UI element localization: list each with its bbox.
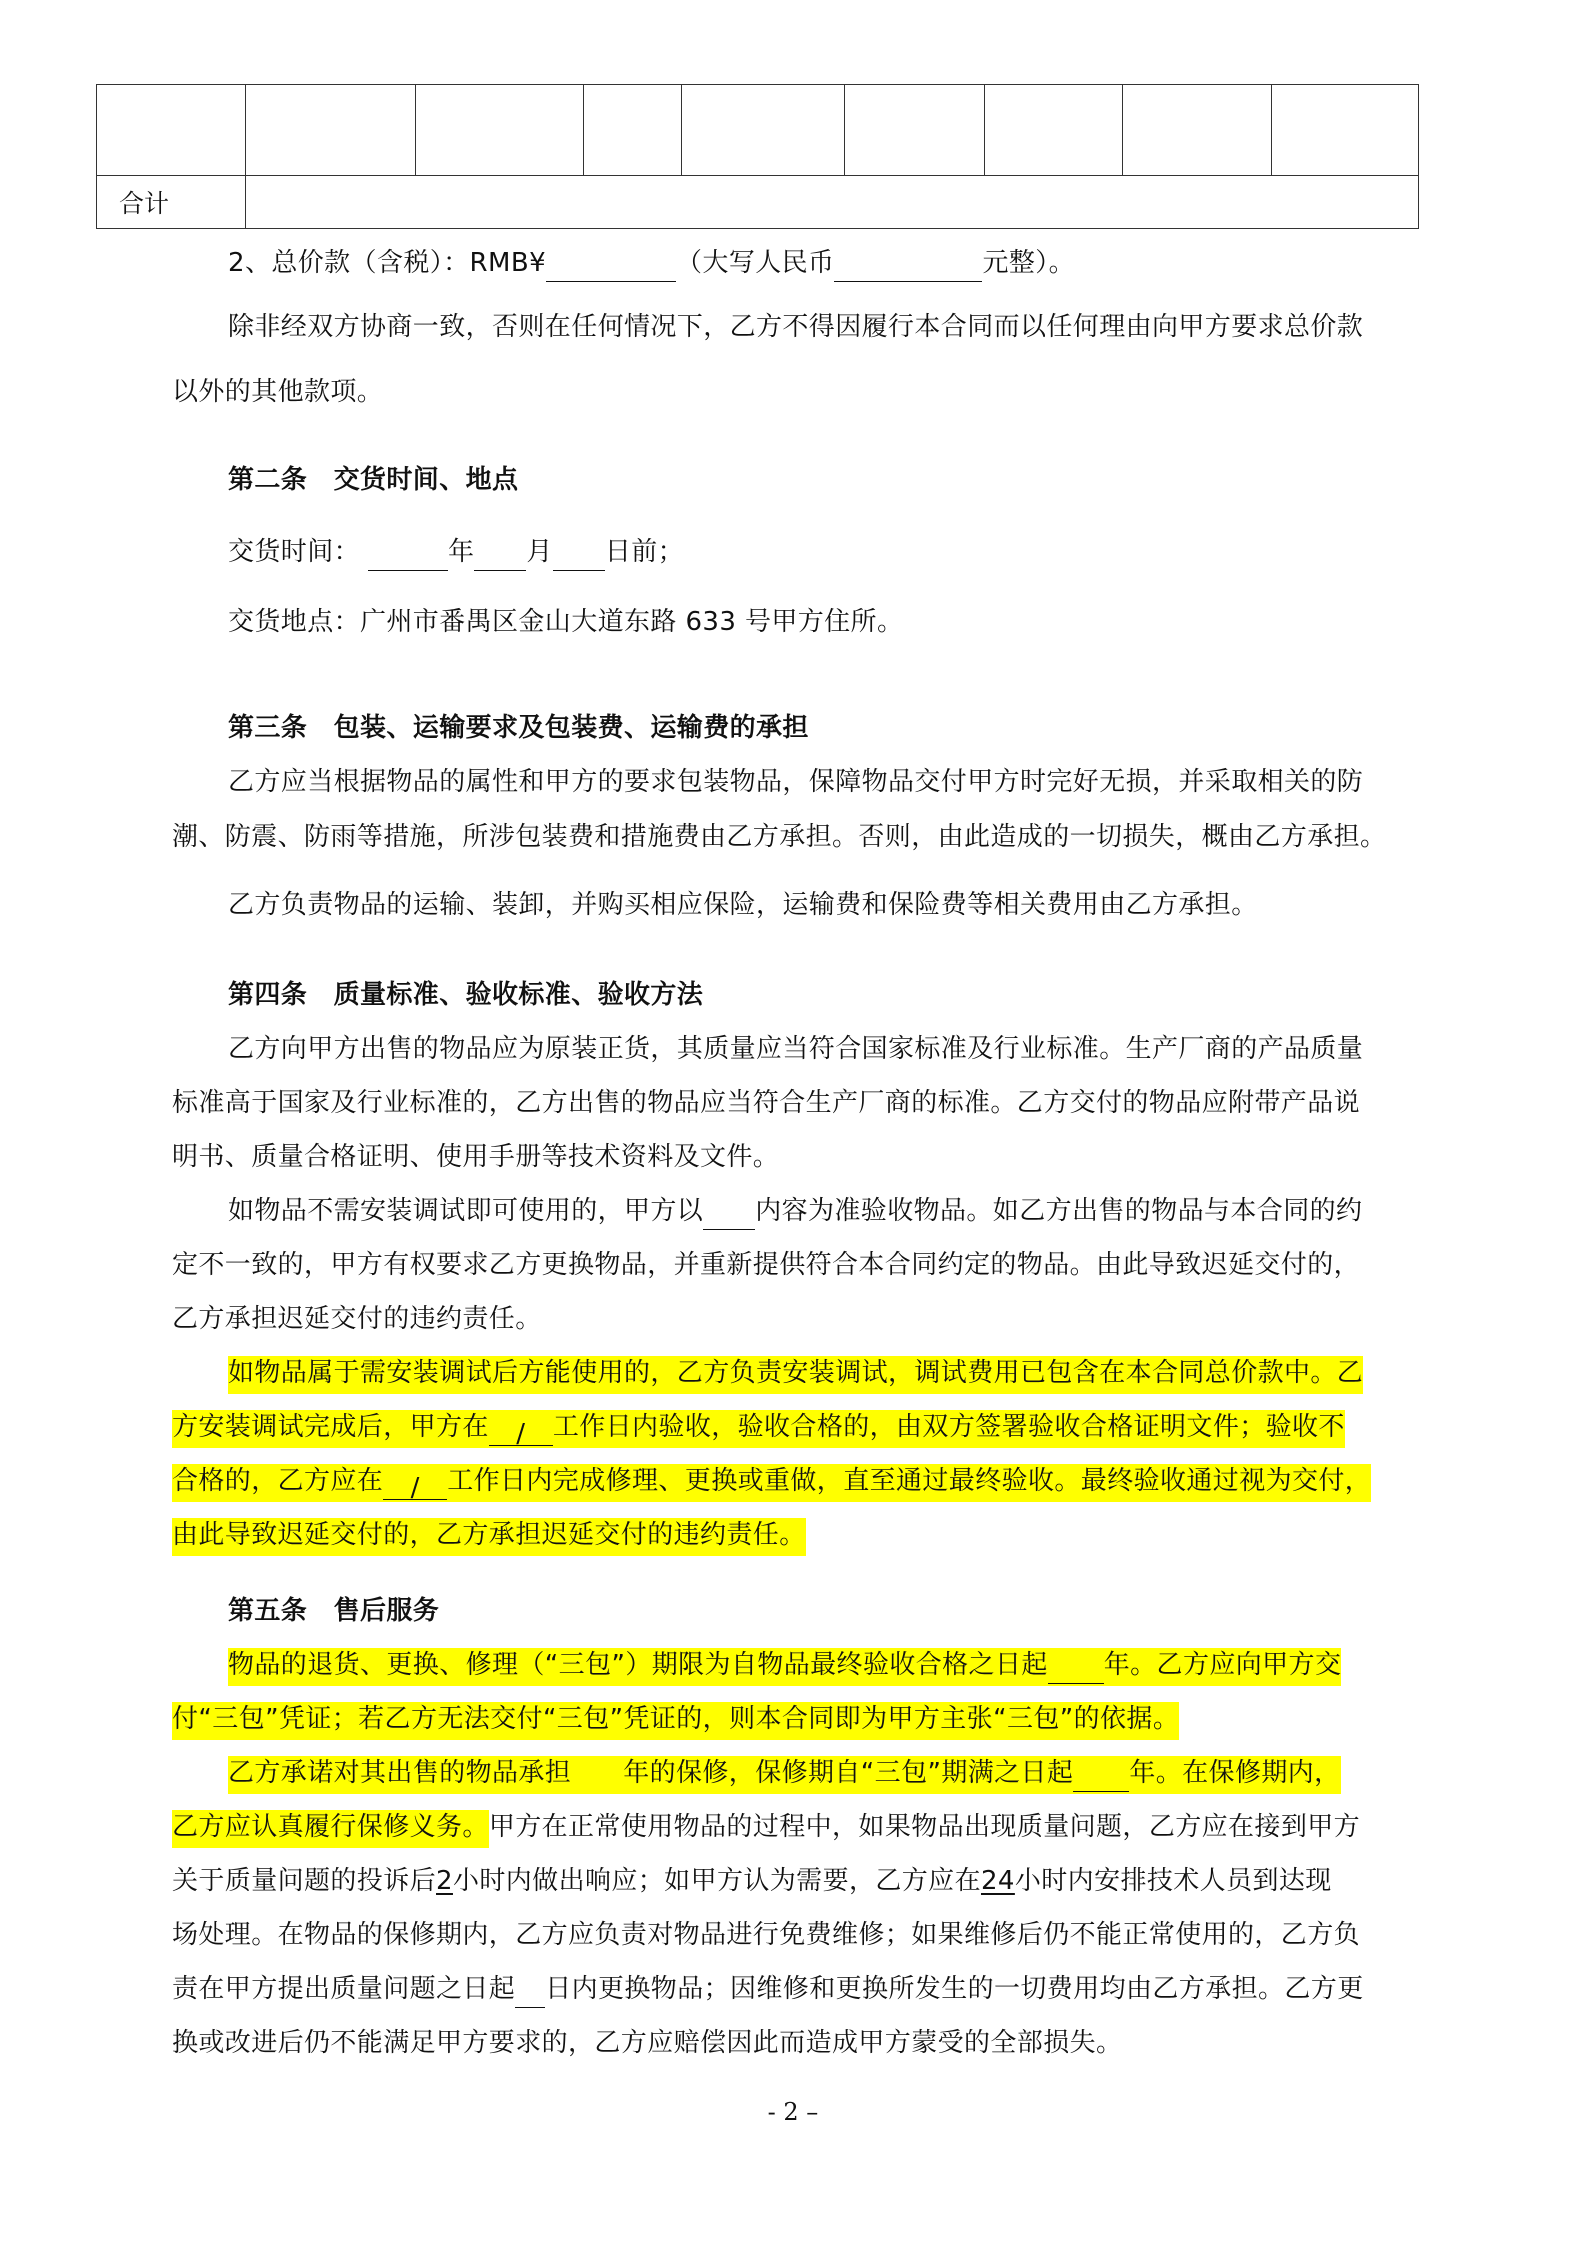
table-cell — [682, 85, 845, 176]
paragraph-line — [172, 1808, 1360, 1846]
paragraph-line: 乙方负责物品的运输、装卸，并购买相应保险，运输费和保险费等相关费用由乙方承担。 — [228, 890, 1258, 920]
page-number: - 2 – — [767, 2098, 819, 2126]
paragraph-line: 定不一致的，甲方有权要求乙方更换物品，并重新提供符合本合同约定的物品。由此导致迟延交付的， — [172, 1250, 1361, 1280]
highlighted-text — [172, 1410, 1345, 1448]
response-hours: 2 — [436, 1866, 453, 1896]
text: 2、总价款（含税）：RMB¥ — [228, 248, 547, 278]
blank-field — [546, 251, 676, 282]
paragraph-line-highlighted — [172, 1462, 1372, 1503]
blank-field — [834, 251, 982, 282]
text: 交货时间： — [228, 537, 361, 567]
text: 关于质量问题的投诉后 — [172, 1866, 437, 1896]
table-cell — [1123, 85, 1272, 176]
text: 年 — [448, 537, 475, 567]
items-table — [96, 84, 1419, 229]
paragraph-line-highlighted — [172, 1408, 1345, 1449]
paragraph-line — [228, 1192, 1362, 1230]
text: 年的保修，保修期自“三包”期满之日起 — [623, 1758, 1074, 1788]
text: 年。乙方应向甲方交 — [1103, 1650, 1342, 1680]
article-heading: 第三条 包装、运输要求及包装费、运输费的承担 — [228, 713, 809, 743]
text: 物品的退货、更换、修理（“三包”）期限为自物品最终验收合格之日起 — [228, 1650, 1048, 1680]
table-cell — [1272, 85, 1419, 176]
paragraph-line: 标准高于国家及行业标准的，乙方出售的物品应当符合生产厂商的标准。乙方交付的物品应附带产品说 — [172, 1088, 1361, 1118]
blank-field: / — [383, 1469, 447, 1500]
onsite-hours: 24 — [980, 1866, 1015, 1896]
paragraph-line: 除非经双方协商一致，否则在任何情况下，乙方不得因履行本合同而以任何理由向甲方要求总价款 — [228, 312, 1364, 342]
delivery-place-line: 交货地点：广州市番禺区金山大道东路 633 号甲方住所。 — [228, 607, 904, 637]
highlighted-text — [228, 1756, 1341, 1794]
text: 工作日内完成修理、更换或重做，直至通过最终验收。最终验收通过视为交付， — [447, 1466, 1372, 1496]
text: 小时内做出响应；如甲方认为需要，乙方应在 — [452, 1866, 981, 1896]
paragraph-line-highlighted — [172, 1700, 1179, 1738]
blank-field — [703, 1199, 755, 1230]
blank-field — [368, 540, 448, 571]
table-cell — [246, 85, 416, 176]
text: 合格的，乙方应在 — [172, 1466, 384, 1496]
highlighted-text: 如物品属于需安装调试后方能使用的，乙方负责安装调试，调试费用已包含在本合同总价款中。乙 — [228, 1356, 1363, 1394]
text: 甲方在正常使用物品的过程中，如果物品出现质量问题，乙方应在接到甲方 — [488, 1812, 1361, 1842]
text: 元整）。 — [982, 248, 1076, 278]
text: 如物品不需安装调试即可使用的，甲方以 — [228, 1196, 704, 1226]
article-heading: 第五条 售后服务 — [228, 1596, 440, 1626]
article-heading: 第四条 质量标准、验收标准、验收方法 — [228, 980, 704, 1010]
blank-field — [474, 540, 526, 571]
table-cell — [584, 85, 682, 176]
highlighted-text — [172, 1464, 1371, 1502]
total-price-line — [228, 244, 1075, 282]
text: 工作日内验收，验收合格的，由双方签署验收合格证明文件；验收不 — [552, 1412, 1345, 1442]
text: 月 — [526, 537, 553, 567]
text: 日前； — [604, 537, 685, 567]
article-heading: 第二条 交货时间、地点 — [228, 465, 519, 495]
text: 乙方承诺对其出售的物品承担 — [228, 1758, 572, 1788]
paragraph-line — [172, 1862, 1332, 1900]
paragraph-line: 明书、质量合格证明、使用手册等技术资料及文件。 — [172, 1142, 780, 1172]
text: 方安装调试完成后，甲方在 — [172, 1412, 489, 1442]
delivery-time-line — [228, 533, 684, 571]
table-row — [97, 85, 1419, 176]
blank-field — [553, 540, 605, 571]
text: （大写人民币 — [676, 248, 835, 278]
highlighted-text — [228, 1648, 1341, 1686]
table-cell — [97, 85, 246, 176]
paragraph-line-highlighted — [172, 1516, 806, 1554]
highlighted-text: 由此导致迟延交付的，乙方承担迟延交付的违约责任。 — [172, 1518, 806, 1556]
blank-field — [515, 1977, 545, 2008]
highlighted-text: 付“三包”凭证；若乙方无法交付“三包”凭证的，则本合同即为甲方主张“三包”的依据。 — [172, 1702, 1179, 1740]
paragraph-line: 乙方应当根据物品的属性和甲方的要求包装物品，保障物品交付甲方时完好无损，并采取相关的防 — [228, 767, 1364, 797]
text: 年。在保修期内， — [1129, 1758, 1341, 1788]
paragraph-line-highlighted — [228, 1754, 1341, 1792]
text: 责在甲方提出质量问题之日起 — [172, 1974, 516, 2004]
paragraph-line: 乙方承担迟延交付的违约责任。 — [172, 1304, 542, 1334]
total-value-cell — [246, 176, 1419, 229]
total-row — [97, 176, 1419, 229]
paragraph-line-highlighted — [228, 1646, 1341, 1684]
table-cell — [985, 85, 1123, 176]
table-cell — [416, 85, 584, 176]
blank-field — [1073, 1761, 1129, 1792]
text: 内容为准验收物品。如乙方出售的物品与本合同的约 — [755, 1196, 1363, 1226]
paragraph-line-highlighted — [228, 1354, 1363, 1392]
paragraph-line: 乙方向甲方出售的物品应为原装正货，其质量应当符合国家标准及行业标准。生产厂商的产品质量 — [228, 1034, 1364, 1064]
highlighted-text: 乙方应认真履行保修义务。 — [172, 1810, 489, 1848]
paragraph-line — [172, 1970, 1364, 2008]
text: 日内更换物品；因维修和更换所发生的一切费用均由乙方承担。乙方更 — [545, 1974, 1364, 2004]
paragraph-line: 场处理。在物品的保修期内，乙方应负责对物品进行免费维修；如果维修后仍不能正常使用的，乙方负 — [172, 1920, 1361, 1950]
blank-field: / — [489, 1415, 553, 1446]
table-cell — [845, 85, 985, 176]
text: 小时内安排技术人员到达现 — [1014, 1866, 1332, 1896]
paragraph-line: 以外的其他款项。 — [172, 377, 384, 407]
paragraph-line: 潮、防震、防雨等措施，所涉包装费和措施费由乙方承担。否则，由此造成的一切损失，概由乙方承担。 — [172, 822, 1387, 852]
blank-field — [1048, 1653, 1104, 1684]
paragraph-line: 换或改进后仍不能满足甲方要求的，乙方应赔偿因此而造成甲方蒙受的全部损失。 — [172, 2028, 1123, 2058]
total-label: 合计 — [97, 176, 246, 229]
